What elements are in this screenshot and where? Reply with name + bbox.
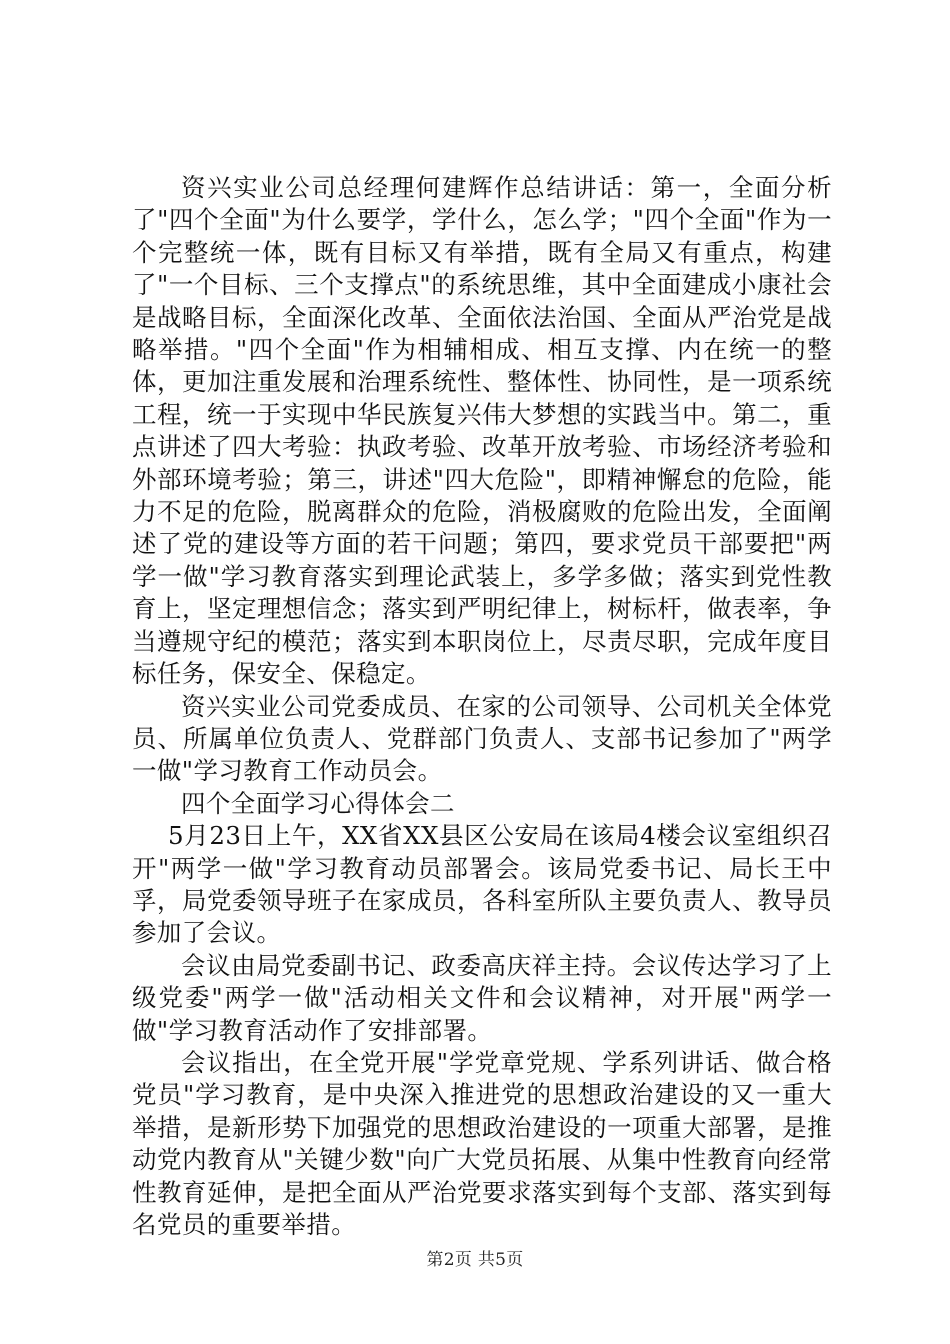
paragraph-meeting-points: 会议指出，在全党开展"学党章党规、学系列讲话、做合格党员"学习教育，是中央深入推进党的思想政治建设的又一重大举措，是新形势下加强党的思想政治建设的一项重大部署，是推动党内教育从"关键少数"向广大党员拓展、从集中性教育向经常性教育延伸，是把全面从严治党要求落实到每个支部、落实到每名党员的重要举措。 <box>132 1047 832 1239</box>
paragraph-summary-speech: 资兴实业公司总经理何建辉作总结讲话：第一，全面分析了"四个全面"为什么要学，学什么，怎么学；"四个全面"作为一个完整统一体，既有目标又有举措，既有全局又有重点，构建了"一个目标、三个支撑点"的系统思维，其中全面建成小康社会是战略目标，全面深化改革、全面依法治国、全面从严治党是战略举措。"四个全面"作为相辅相成、相互支撑、内在统一的整体，更加注重发展和治理系统性、整体性、协同性，是一项系统工程，统一于实现中华民族复兴伟大梦想的实践当中。第二，重点讲述了四大考验：执政考验、改革开放考验、市场经济考验和外部环境考验；第三，讲述"四大危险"，即精神懈怠的危险，能力不足的危险，脱离群众的危险，消极腐败的危险出发，全面阐述了党的建设等方面的若干问题；第四，要求党员干部要把"两学一做"学习教育落实到理论武装上，多学多做；落实到党性教育上，坚定理想信念；落实到严明纪律上，树标杆，做表率，争当遵规守纪的模范；落实到本职岗位上，尽责尽职，完成年度目标任务，保安全、保稳定。 <box>132 173 832 689</box>
paragraph-attendees: 资兴实业公司党委成员、在家的公司领导、公司机关全体党员、所属单位负责人、党群部门负责人、支部书记参加了"两学一做"学习教育工作动员会。 <box>132 691 832 786</box>
page-number-footer: 第2页 共5页 <box>426 1250 524 1270</box>
section-heading: 四个全面学习心得体会二 <box>181 788 455 818</box>
paragraph-meeting-host: 会议由局党委副书记、政委高庆祥主持。会议传达学习了上级党委"两学一做"活动相关文件和会议精神，对开展"两学一做"学习教育活动作了安排部署。 <box>132 950 832 1045</box>
paragraph-meeting-intro: 5月23日上午，XX省XX县区公安局在该局4楼会议室组织召开"两学一做"学习教育动员部署会。该局党委书记、局长王中孚，局党委领导班子在家成员，各科室所队主要负责人、教导员参加了会议。 <box>132 821 832 948</box>
document-body <box>132 172 832 1241</box>
